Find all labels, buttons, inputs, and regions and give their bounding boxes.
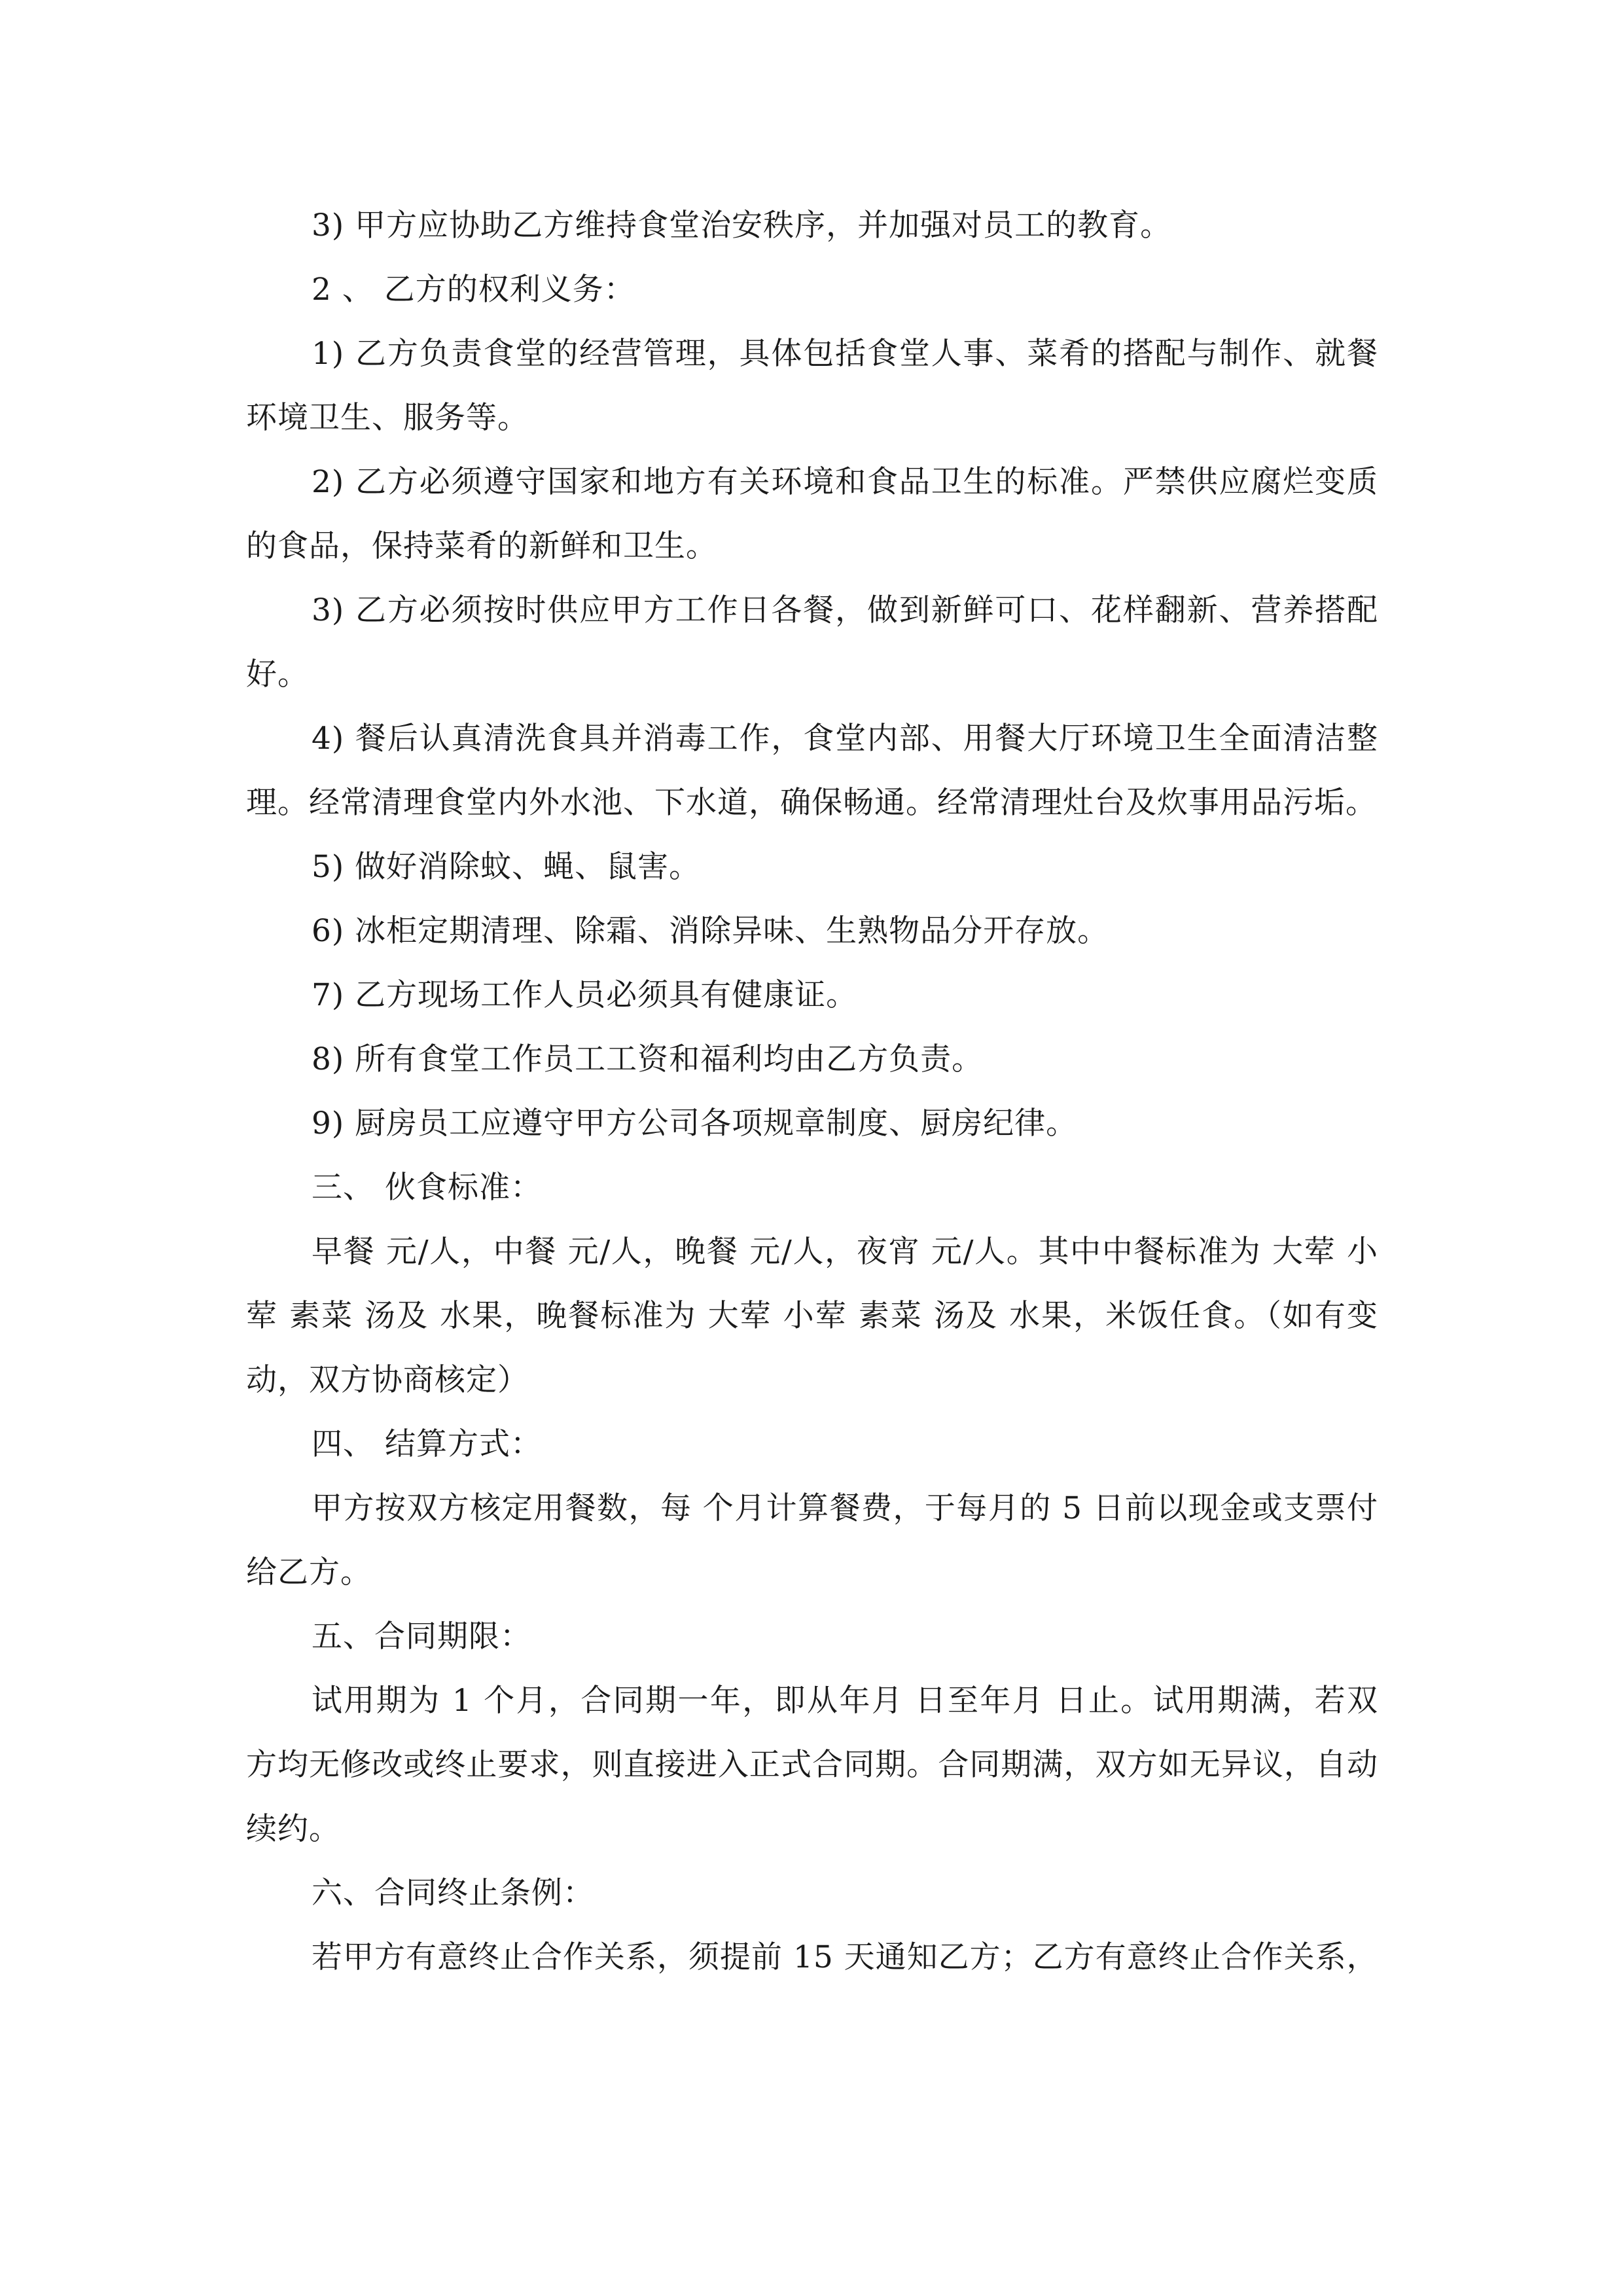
paragraph-5: 3) 乙方必须按时供应甲方工作日各餐，做到新鲜可口、花样翻新、营养搭配好。 xyxy=(246,592,1378,692)
section-heading-settlement: 四、 结算方式： xyxy=(312,1426,542,1462)
paragraph-6: 4) 餐后认真清洗食具并消毒工作，食堂内部、用餐大厅环境卫生全面清洁整理。经常清理食堂内外水池、下水道，确保畅通。经常清理灶台及炊事用品污垢。 xyxy=(246,721,1378,821)
paragraph-8: 6) 冰柜定期清理、除霜、消除异味、生熟物品分开存放。 xyxy=(312,913,1109,949)
section-heading-meal-standard: 三、 伙食标准： xyxy=(312,1170,542,1206)
document-body xyxy=(246,194,1378,1990)
paragraph-13: 早餐 元/人，中餐 元/人，晚餐 元/人，夜宵 元/人。其中中餐标准为 大荤 小荤 素菜 汤及 水果，晚餐标准为 大荤 小荤 素菜 汤及 水果，米饭任食。（如有变动，双方协商核定） xyxy=(246,1234,1378,1398)
paragraph-17: 试用期为 1 个月，合同期一年，即从年月 日至年月 日止。试用期满，若双方均无修改或终止要求，则直接进入正式合同期。合同期满，双方如无异议，自动续约。 xyxy=(246,1683,1378,1847)
paragraph-10: 8) 所有食堂工作员工工资和福利均由乙方负责。 xyxy=(312,1041,984,1077)
section-heading-contract-term: 五、合同期限： xyxy=(312,1619,531,1655)
section-heading-party-b-rights: 2 、 乙方的权利义务： xyxy=(312,272,635,308)
paragraph-15: 甲方按双方核定用餐数，每 个月计算餐费，于每月的 5 日前以现金或支票付给乙方。 xyxy=(246,1490,1378,1590)
paragraph-11: 9) 厨房员工应遵守甲方公司各项规章制度、厨房纪律。 xyxy=(312,1105,1078,1141)
section-heading-termination: 六、合同终止条例： xyxy=(312,1875,594,1911)
paragraph-7: 5) 做好消除蚊、蝇、鼠害。 xyxy=(312,849,701,885)
paragraph-4: 2) 乙方必须遵守国家和地方有关环境和食品卫生的标准。严禁供应腐烂变质的食品，保持菜肴的新鲜和卫生。 xyxy=(246,464,1378,564)
paragraph-19: 若甲方有意终止合作关系，须提前 15 天通知乙方；乙方有意终止合作关系， xyxy=(312,1939,1378,1975)
paragraph-9: 7) 乙方现场工作人员必须具有健康证。 xyxy=(312,977,858,1013)
paragraph-3: 1) 乙方负责食堂的经营管理，具体包括食堂人事、菜肴的搭配与制作、就餐环境卫生、服务等。 xyxy=(246,336,1378,436)
paragraph-1: 3) 甲方应协助乙方维持食堂治安秩序，并加强对员工的教育。 xyxy=(312,207,1172,243)
